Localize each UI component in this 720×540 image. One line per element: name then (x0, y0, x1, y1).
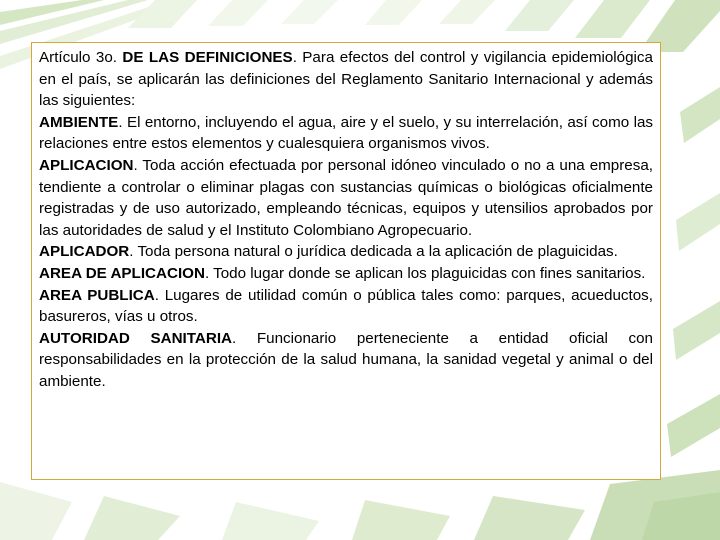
definition-text: . Todo lugar donde se aplican los plaguicidas con fines sanitarios. (204, 264, 646, 282)
bottom-left-stripe (0, 482, 72, 540)
definition-ambiente (39, 112, 653, 155)
definition-term: AUTORIDAD SANITARIA (39, 329, 233, 347)
definition-text: . Toda acción efectuada por personal idóneo vinculado o no a una empresa, tendiente a controlar o eliminar plagas con sustancias químicas o biológicas oficialmente registradas y de uso autorizado, empleando técnicas, equipos y utensilios aprobados por las autoridades de salud y el Instituto Colombiano Agropecuario. (39, 156, 653, 239)
top-stripe (281, 0, 338, 24)
definition-text: . Funcionario perteneciente a entidad oficial con responsabilidades en la protección de la salud humana, la sanidad vegetal y animal o del ambiente. (39, 329, 653, 390)
right-stripe (667, 394, 720, 457)
article-number: Artículo 3o. (39, 49, 123, 66)
intro-text: . Para efectos del control y vigilancia epidemiológica en el país, se aplicarán las definiciones del Reglamento Sanitario Internacional y además las siguientes: (39, 49, 653, 110)
definition-term: AMBIENTE (39, 113, 119, 131)
bottom-stripe (474, 496, 585, 540)
right-stripe (676, 193, 720, 251)
top-right-stripe (505, 0, 574, 31)
definition-aplicador (39, 241, 653, 263)
definition-term: APLICACION (39, 156, 134, 174)
top-stripe (365, 0, 422, 25)
top-stripe (439, 0, 495, 24)
definition-term: APLICADOR (39, 243, 130, 261)
intro-paragraph (39, 47, 653, 112)
top-right-stripe (575, 0, 650, 38)
bottom-stripe (222, 502, 319, 540)
definition-term: AREA DE APLICACION (39, 264, 205, 282)
definition-aplicacion (39, 155, 653, 241)
definition-autoridad-sanitaria (39, 328, 653, 393)
definition-text: . El entorno, incluyendo el agua, aire y el suelo, y su interrelación, así como las relaciones entre estos elementos y cualesquiera organismos vivos. (39, 113, 653, 153)
definition-area-publica (39, 285, 653, 328)
definition-text: . Lugares de utilidad común o pública tales como: parques, acueductos, basureros, vías u otros. (39, 286, 653, 326)
definition-term: AREA PUBLICA (39, 286, 155, 304)
section-heading: DE LAS DEFINICIONES (122, 49, 293, 66)
bottom-stripe (84, 496, 180, 540)
top-stripe (208, 0, 268, 26)
right-stripe (673, 301, 720, 360)
definition-area-de-aplicacion (39, 263, 653, 285)
right-stripe (680, 87, 720, 143)
bottom-stripe (352, 500, 450, 540)
definitions-text-box (31, 42, 661, 480)
definition-text: . Toda persona natural o jurídica dedicada a la aplicación de plaguicidas. (129, 243, 618, 261)
